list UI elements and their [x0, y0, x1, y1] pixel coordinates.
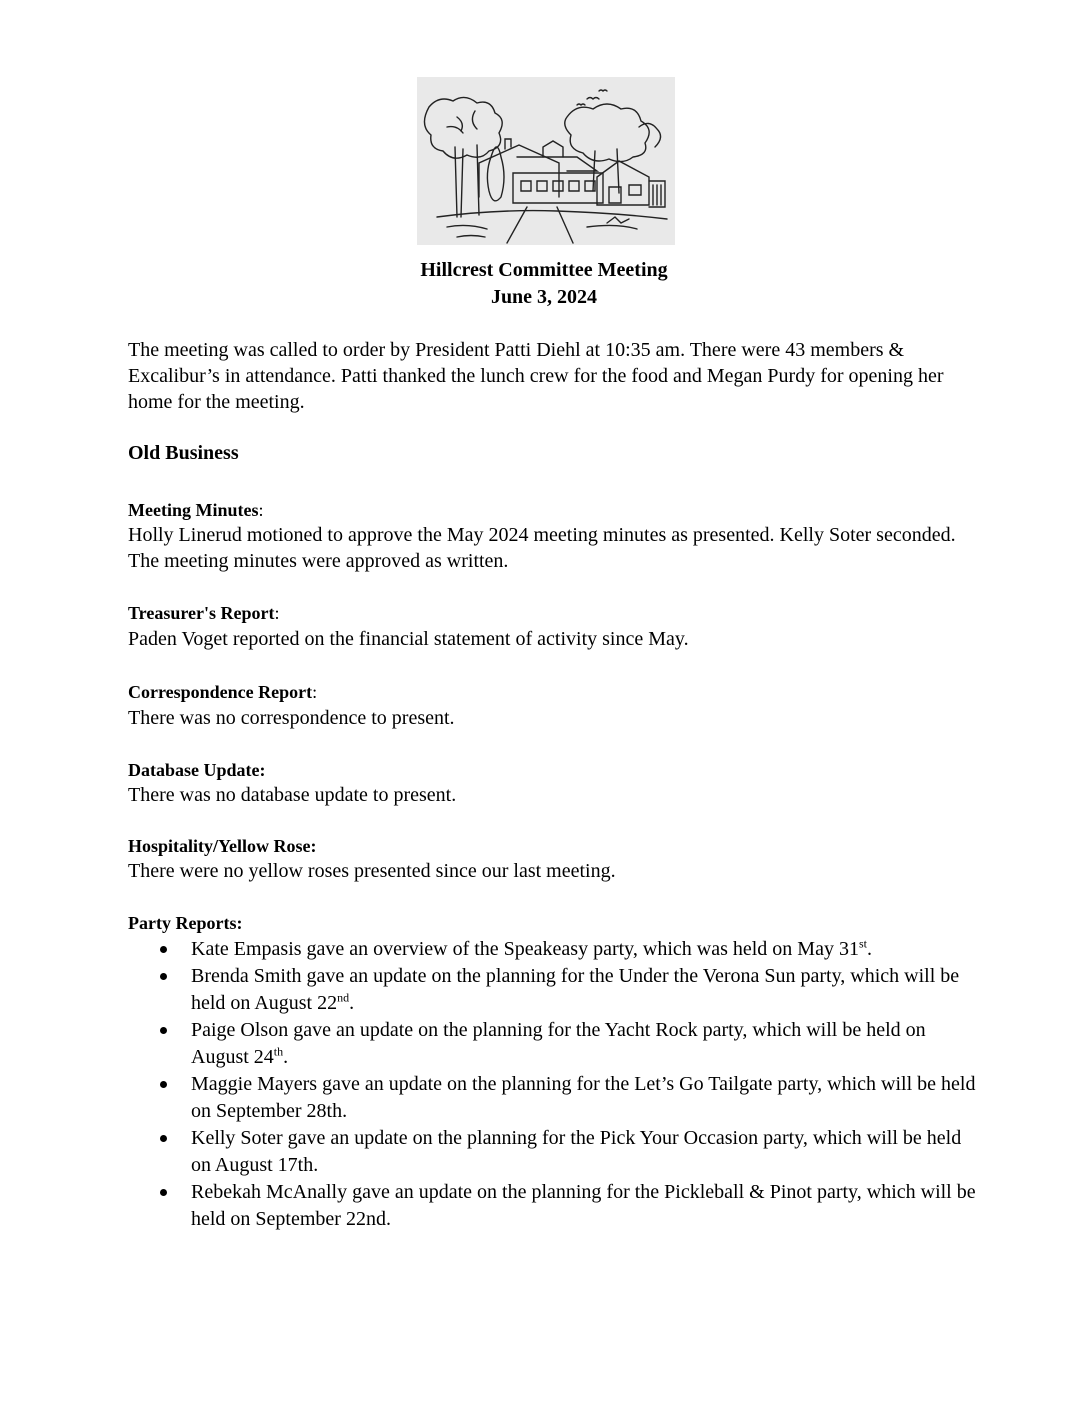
meeting-minutes-body: Holly Linerud motioned to approve the May 2024 meeting minutes as presented. Kelly Soter seconded. The meeting minutes were approved as written. — [128, 524, 956, 572]
bullet-icon — [160, 1135, 167, 1142]
list-item — [128, 1179, 978, 1233]
section-title: Hospitality/Yellow Rose: — [128, 836, 317, 856]
correspondence-report-body: There was no correspondence to present. — [128, 707, 455, 729]
list-item — [128, 1125, 978, 1179]
bullet-icon — [160, 973, 167, 980]
database-update-body: There was no database update to present. — [128, 784, 457, 806]
intro-paragraph: The meeting was called to order by President Patti Diehl at 10:35 am. There were 43 members & Excalibur’s in attendance. Patti thanked the lunch crew for the food and Megan Purdy for opening her home for the meeting. — [128, 339, 944, 413]
item-end: . — [866, 938, 872, 960]
meeting-date: June 3, 2024 — [490, 286, 598, 308]
bullet-icon — [160, 1081, 167, 1088]
list-item — [128, 1017, 978, 1071]
clubhouse-sketch-logo — [417, 77, 675, 245]
party-reports-list — [128, 936, 978, 1233]
house-illustration — [417, 77, 675, 245]
bullet-icon — [160, 946, 167, 953]
party-reports-heading: Party Reports: — [128, 913, 243, 933]
section-title: Treasurer's Report — [128, 603, 275, 623]
ordinal-suffix: nd — [337, 990, 350, 1005]
meeting-minutes-heading — [128, 498, 264, 522]
database-update-heading — [128, 758, 266, 782]
item-text: Brenda Smith gave an update on the planning for the Under the Verona Sun party, which will be held on August 22 — [191, 965, 960, 1014]
item-text: Kelly Soter gave an update on the planning for the Pick Your Occasion party, which will be held on August 17th. — [191, 1127, 962, 1176]
section-colon: : — [312, 682, 318, 702]
section-colon: : — [274, 603, 280, 623]
item-end: . — [349, 992, 355, 1014]
ordinal-suffix: th — [273, 1044, 284, 1059]
item-text: Paige Olson gave an update on the planning for the Yacht Rock party, which will be held on August 24 — [191, 1019, 926, 1068]
item-end: . — [283, 1046, 289, 1068]
item-text: Kate Empasis gave an overview of the Speakeasy party, which was held on May 31 — [191, 938, 859, 960]
bullet-icon — [160, 1027, 167, 1034]
item-text: Maggie Mayers gave an update on the planning for the Let’s Go Tailgate party, which will be held on September 28th. — [191, 1073, 976, 1122]
treasurers-report-body: Paden Voget reported on the financial statement of activity since May. — [128, 628, 689, 650]
section-title: Database Update: — [128, 760, 266, 780]
list-item — [128, 963, 978, 1017]
list-item — [128, 936, 978, 963]
section-title: Correspondence Report — [128, 682, 313, 702]
section-title: Meeting Minutes — [128, 500, 259, 520]
document-title: Hillcrest Committee Meeting — [420, 259, 668, 281]
hospitality-heading — [128, 834, 317, 858]
list-item — [128, 1071, 978, 1125]
treasurers-report-heading — [128, 601, 280, 625]
old-business-heading: Old Business — [128, 442, 239, 464]
section-colon: : — [258, 500, 264, 520]
hospitality-body: There were no yellow roses presented since our last meeting. — [128, 860, 616, 882]
ordinal-suffix: st — [858, 936, 867, 951]
bullet-icon — [160, 1189, 167, 1196]
item-text: Rebekah McAnally gave an update on the planning for the Pickleball & Pinot party, which will be held on September 22nd. — [191, 1181, 976, 1230]
correspondence-report-heading — [128, 680, 317, 704]
